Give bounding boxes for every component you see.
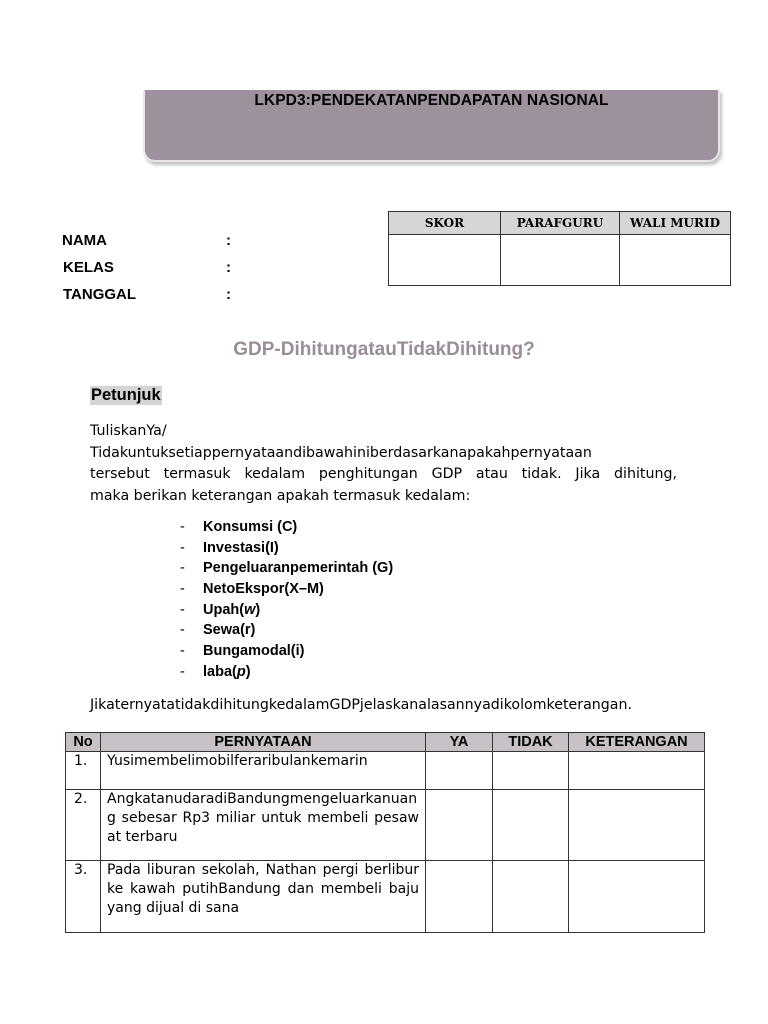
statement-table xyxy=(65,732,705,933)
score-cell[interactable] xyxy=(389,235,501,286)
class-label: KELAS xyxy=(63,259,114,276)
teacher-initial-cell[interactable] xyxy=(501,235,620,286)
no-cell[interactable] xyxy=(493,752,569,790)
component-list xyxy=(180,517,393,683)
list-dash: - xyxy=(180,519,185,535)
no-cell[interactable] xyxy=(493,861,569,933)
list-item-text: Pengeluaranpemerintah (G) xyxy=(203,560,394,577)
guardian-header: WALI MURID xyxy=(620,212,731,235)
list-item-text: Upah( xyxy=(203,601,245,618)
worksheet-title: LKPD3:PENDEKATANPENDAPATAN NASIONAL xyxy=(254,92,609,109)
name-label: NAMA xyxy=(62,232,107,249)
yes-header: YA xyxy=(426,733,493,752)
table-row xyxy=(66,861,705,933)
table-row xyxy=(66,790,705,861)
remarks-header: KETERANGAN xyxy=(569,733,705,752)
list-item-suffix: ) xyxy=(255,601,261,618)
instructions-line: Tidakuntuksetiappernyataandibawahiniberdasarkanapakahpernyataan xyxy=(90,444,592,461)
list-item xyxy=(180,517,393,538)
yes-cell[interactable] xyxy=(426,752,493,790)
no-header-answer: TIDAK xyxy=(493,733,569,752)
list-item xyxy=(180,620,393,641)
instructions-line: maka berikan keterangan apakah termasuk kedalam: xyxy=(90,487,471,504)
table-row xyxy=(66,752,705,790)
row-number: 3. xyxy=(66,861,101,933)
instructions-line: tersebut termasuk kedalam penghitungan GDP atau tidak. Jika dihitung, xyxy=(90,466,677,482)
yes-cell[interactable] xyxy=(426,790,493,861)
score-table-header-row xyxy=(389,212,731,235)
row-statement: Pada liburan sekolah, Nathan pergi berlibur ke kawah putihBandung dan membeli baju yang dijual di sana xyxy=(101,861,426,933)
yes-cell[interactable] xyxy=(426,861,493,933)
class-colon: : xyxy=(226,259,231,276)
guardian-cell[interactable] xyxy=(620,235,731,286)
instructions-heading: Petunjuk xyxy=(91,386,161,404)
list-dash: - xyxy=(180,601,185,618)
row-statement: AngkatanudaradiBandungmengeluarkanuang sebesar Rp3 miliar untuk membeli pesawat terbaru xyxy=(101,790,426,861)
list-item-italic: p xyxy=(236,663,246,680)
date-label: TANGGAL xyxy=(63,286,137,303)
list-item-text: Sewa(r) xyxy=(203,622,256,639)
instructions-line: TuliskanYa/ xyxy=(90,423,167,439)
score-header: SKOR xyxy=(389,212,501,235)
list-item-suffix: ) xyxy=(245,663,251,680)
list-dash: - xyxy=(180,663,185,680)
list-item xyxy=(180,641,393,662)
list-item xyxy=(180,558,393,579)
list-item xyxy=(180,538,393,559)
row-number: 1. xyxy=(66,752,101,790)
list-item-text: Investasi(I) xyxy=(203,539,279,556)
list-item-italic: w xyxy=(244,601,256,618)
list-item xyxy=(180,600,393,621)
list-item-text: NetoEkspor(X–M) xyxy=(203,581,324,598)
statement-table-header-row xyxy=(66,733,705,752)
list-dash: - xyxy=(180,539,185,556)
list-dash: - xyxy=(180,643,185,660)
remarks-cell[interactable] xyxy=(569,790,705,861)
score-table xyxy=(388,211,731,286)
list-dash: - xyxy=(180,560,185,577)
list-item-text: Konsumsi (C) xyxy=(203,519,298,535)
name-colon: : xyxy=(226,232,231,249)
remarks-cell[interactable] xyxy=(569,752,705,790)
list-dash: - xyxy=(180,581,185,598)
score-table-input-row xyxy=(389,235,731,286)
statement-header: PERNYATAAN xyxy=(101,733,426,752)
list-dash: - xyxy=(180,622,185,639)
remarks-cell[interactable] xyxy=(569,861,705,933)
date-colon: : xyxy=(226,286,231,303)
list-item-text: laba( xyxy=(203,663,237,680)
no-cell[interactable] xyxy=(493,790,569,861)
section-subtitle: GDP-DihitungatauTidakDihitung? xyxy=(233,339,535,360)
row-number: 2. xyxy=(66,790,101,861)
closing-instruction: JikaternyatatidakdihitungkedalamGDPjelaskanalasannyadikolomketerangan. xyxy=(90,697,632,713)
list-item-text: Bungamodal(i) xyxy=(203,643,305,660)
row-statement: Yusimembelimobilferaribulankemarin xyxy=(101,752,426,790)
no-header: No xyxy=(66,733,101,752)
teacher-initial-header: PARAFGURU xyxy=(501,212,620,235)
instructions-paragraph xyxy=(90,421,677,507)
list-item xyxy=(180,579,393,600)
list-item xyxy=(180,662,393,683)
